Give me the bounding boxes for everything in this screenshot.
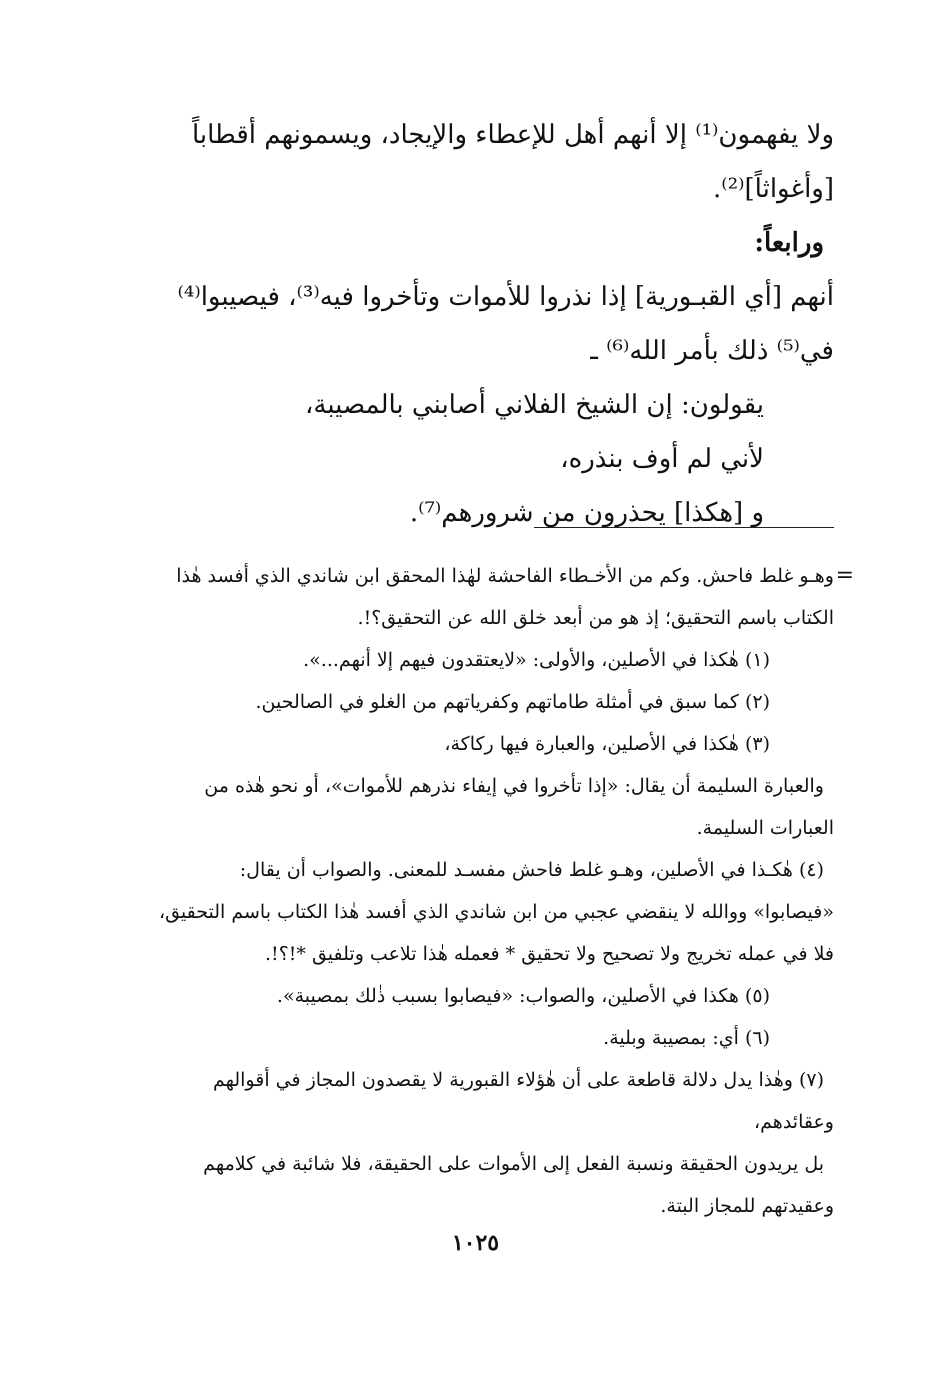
quoted-line: لأني لم أوف بنذره، [560, 444, 764, 474]
quoted-line: و [هكذا] يحذرون من شرورهم⁽⁷⁾. [409, 498, 764, 528]
page-number: ١٠٢٥ [451, 1230, 500, 1256]
footnote-1: (١) هٰكذا في الأصلين، والأولى: «لايعتقدون فيهم إلا أنهم...». [303, 649, 770, 671]
footnote-line: وهـو غلط فاحش. وكم من الأخـطاء الفاحشة لهٰذا المحقق ابن شاندي الذي أفسد هٰذا [176, 565, 834, 587]
footnotes [108, 555, 854, 1227]
footnote-7: (٧) وهٰذا يدل دلالة قاطعة على أن هٰؤلاء القبورية لا يقصدون المجاز في أقوالهم [212, 1069, 824, 1091]
continuation-mark: = [835, 563, 854, 588]
footnote-line: «فيصابوا» ووالله لا ينقضي عجبي من ابن شاندي الذي أفسد هٰذا الكتاب باسم التحقيق، [158, 901, 834, 923]
footnote-line: الكتاب باسم التحقيق؛ إذ هو من أبعد خلق الله عن التحقيق؟!. [357, 607, 834, 629]
quoted-line: يقولون: إن الشيخ الفلاني أصابني بالمصيبة، [304, 390, 764, 420]
footnote-line: وعقيدتهم للمجاز البتة. [660, 1195, 834, 1217]
footnote-6: (٦) أي: بمصيبة وبلية. [603, 1027, 770, 1049]
footnote-3: (٣) هٰكذا في الأصلين، والعبارة فيها ركاكة، [444, 733, 770, 755]
section-heading: ورابعاً: [754, 228, 824, 258]
footnote-line: بل يريدون الحقيقة ونسبة الفعل إلى الأموات على الحقيقة، فلا شائبة في كلامهم [203, 1153, 824, 1175]
main-line: ولا يفهمون⁽¹⁾ إلا أنهم أهل للإعطاء والإيجاد، ويسمونهم أقطاباً [191, 120, 834, 150]
main-line: في⁽⁵⁾ ذلك بأمر الله⁽⁶⁾ ـ [590, 336, 834, 366]
footnote-2: (٢) كما سبق في أمثلة طاماتهم وكفرياتهم من الغلو في الصالحين. [255, 691, 770, 713]
footnote-line: والعبارة السليمة أن يقال: «إذا تأخروا في إيفاء نذرهم للأموات»، أو نحو هٰذه من [204, 775, 824, 797]
footnote-line: وعقائدهم، [754, 1111, 834, 1133]
footnote-separator [534, 527, 834, 528]
footnote-line: العبارات السليمة. [696, 817, 834, 839]
footnote-5: (٥) هكذا في الأصلين، والصواب: «فيصابوا بسبب ذٰلك بمصيبة». [276, 985, 770, 1007]
footnote-line: فلا في عمله تخريج ولا تصحيح ولا تحقيق * فعمله هٰذا تلاعب وتلفيق *!؟!. [265, 943, 834, 965]
footnote-4: (٤) هٰكـذا في الأصلين، وهـو غلط فاحش مفسـد للمعنى. والصواب أن يقال: [239, 859, 824, 881]
main-line: أنهم [أي القبـورية] إذا نذروا للأموات وتأخروا فيه⁽³⁾، فيصيبوا⁽⁴⁾ [177, 282, 834, 312]
main-line: [وأغواثاً]⁽²⁾. [713, 174, 834, 204]
main-text [108, 108, 834, 540]
